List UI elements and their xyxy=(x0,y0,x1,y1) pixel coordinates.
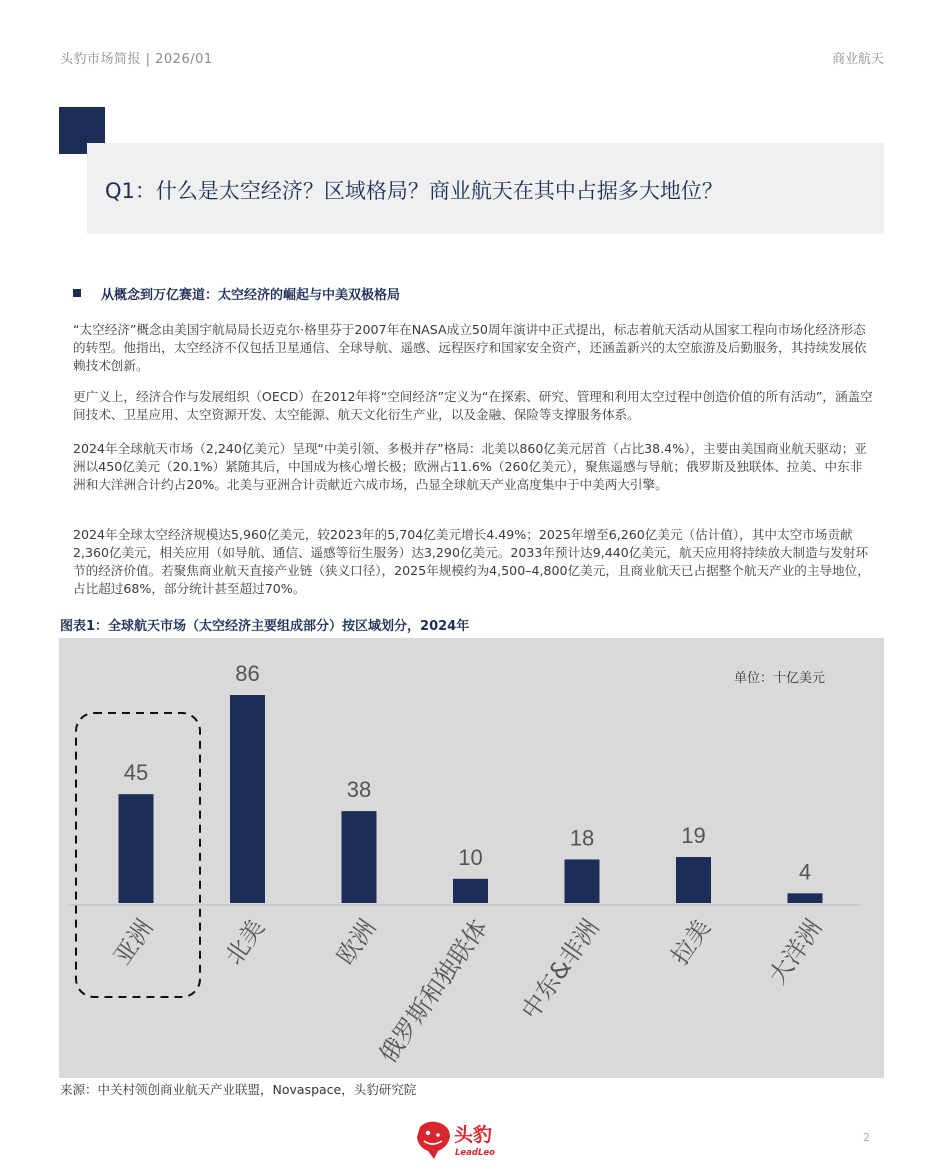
bar-5 xyxy=(676,857,711,903)
category-label: 拉美 xyxy=(665,914,717,970)
category-label: 欧洲 xyxy=(331,914,382,970)
paragraph-4: 2024年全球太空经济规模达5,960亿美元，较2023年的5,704亿美元增长4.49%；2025年增至6,260亿美元（估计值），其中太空市场贡献2,360亿美元，相关应用（如导航、通信、遥感等衍生服务）达3,290亿美元。2033年预计达9,440亿美元，航天应用将持续放大制造与发射环节的经济价值。若聚焦商业航天直接产业链（狭义口径），2025年规模约为4,500–4,800亿美元，且商业航天已占据整个航天产业的主导地位，占比超过68%，部分统计甚至超过70%。 xyxy=(73,527,870,596)
section-title: 从概念到万亿赛道：太空经济的崛起与中美双极格局 xyxy=(101,288,401,303)
header-section-name: 商业航天 xyxy=(831,52,884,67)
leadleo-logo xyxy=(414,1117,506,1161)
bar-0 xyxy=(119,794,154,903)
bar-value-label: 45 xyxy=(123,760,149,786)
category-label: 俄罗斯和独联体 xyxy=(373,914,494,1069)
paragraph-2: 更广义上，经济合作与发展组织（OECD）在2012年将“空间经济”定义为“在探索、研究、管理和利用太空过程中创造价值的所有活动”，涵盖空间技术、卫星应用、太空资源开发、太空能源、航天文化衍生产业，以及金融、保险等支撑服务体系。 xyxy=(73,389,873,422)
category-label: 中东&非洲 xyxy=(515,914,605,1025)
bar-value-label: 38 xyxy=(346,777,372,803)
leopard-head-icon xyxy=(417,1122,450,1159)
paragraph-1: “太空经济”概念由美国宇航局局长迈克尔·格里芬于2007年在NASA成立50周年演讲中正式提出，标志着航天活动从国家工程向市场化经济形态的转型。他指出，太空经济不仅包括卫星通信、全球导航、遥感、远程医疗和国家安全资产，还涵盖新兴的太空旅游及后勤服务，其持续发展依赖技术创新。 xyxy=(73,322,867,373)
figure-source: 来源：中关村领创商业航天产业联盟，Novaspace，头豹研究院 xyxy=(60,1082,417,1097)
bar-2 xyxy=(342,811,377,903)
bar-value-label: 10 xyxy=(458,844,483,870)
bar-value-label: 18 xyxy=(569,825,595,851)
bar-6 xyxy=(788,893,823,903)
category-label: 亚洲 xyxy=(108,914,159,970)
bar-1 xyxy=(230,695,265,903)
bar-value-label: 86 xyxy=(235,661,260,686)
section-bullet-icon xyxy=(73,289,81,297)
bar-value-label: 19 xyxy=(681,823,706,849)
header-report-title: 头豹市场简报 | 2026/01 xyxy=(60,52,213,67)
category-label: 北美 xyxy=(219,914,271,970)
paragraph-3: 2024年全球航天市场（2,240亿美元）呈现“中美引领、多极并存”格局：北美以860亿美元居首（占比38.4%），主要由美国商业航天驱动；亚洲以450亿美元（20.1%）紧随其后，中国成为核心增长极；欧洲占11.6%（260亿美元），聚焦遥感与导航；俄罗斯及独联体、拉美、中东非洲和大洋洲合计约占20%。北美与亚洲合计贡献近六成市场，凸显全球航天产业高度集中于中美两大引擎。 xyxy=(73,441,867,492)
bar-3 xyxy=(453,879,488,903)
bar-4 xyxy=(565,859,600,903)
logo-subtext: LeadLeo xyxy=(455,1148,496,1158)
bar-value-label: 4 xyxy=(798,859,812,885)
figure-title: 图表1：全球航天市场（太空经济主要组成部分）按区域划分，2024年 xyxy=(60,619,470,634)
bar-chart xyxy=(59,638,884,1078)
logo-text: 头豹 xyxy=(454,1124,493,1146)
page-number: 2 xyxy=(863,1131,870,1144)
category-label: 大洋洲 xyxy=(763,914,828,990)
unit-label: 单位：十亿美元 xyxy=(733,670,825,685)
question-title: Q1：什么是太空经济？区域格局？商业航天在其中占据多大地位？ xyxy=(105,179,723,203)
